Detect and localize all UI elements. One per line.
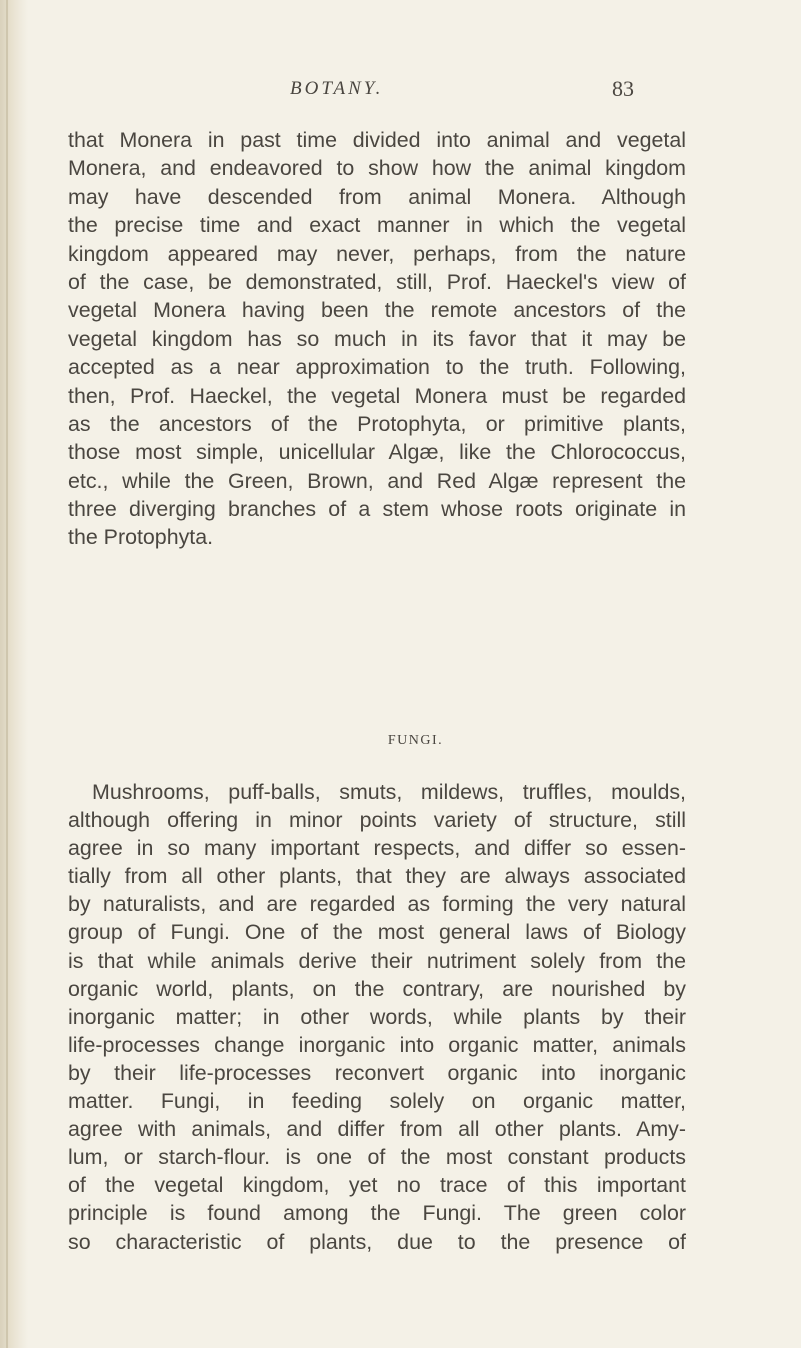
text-line: principle is found among the Fungi. The green color	[68, 1201, 686, 1226]
running-head: BOTANY.	[290, 78, 384, 99]
page-header	[0, 78, 801, 108]
text-line: three diverging branches of a stem whose roots originate in	[68, 497, 686, 522]
text-line: of the case, be demonstrated, still, Prof. Haeckel's view of	[68, 269, 686, 294]
text-line: agree with animals, and differ from all other plants. Amy-	[68, 1117, 686, 1142]
text-line: organic world, plants, on the contrary, are nourished by	[68, 976, 686, 1001]
text-line: the precise time and exact manner in which the vegetal	[68, 213, 686, 238]
binding-edge	[6, 0, 8, 1348]
text-line: by their life-processes reconvert organic into inorganic	[68, 1060, 686, 1085]
text-line: life-processes change inorganic into organic matter, animals	[68, 1032, 686, 1057]
text-line: tially from all other plants, that they are always associated	[68, 864, 686, 889]
text-line: group of Fungi. One of the most general laws of Biology	[68, 920, 686, 945]
text-line: of the vegetal kingdom, yet no trace of this important	[68, 1173, 686, 1198]
text-line: may have descended from animal Monera. Although	[68, 184, 686, 209]
text-line: that Monera in past time divided into animal and vegetal	[68, 128, 686, 152]
text-line: accepted as a near approximation to the truth. Following,	[68, 355, 686, 380]
text-line: then, Prof. Haeckel, the vegetal Monera must be regarded	[68, 383, 686, 408]
text-line: Monera, and endeavored to show how the animal kingdom	[68, 156, 686, 181]
text-line: those most simple, unicellular Algæ, like the Chlorococcus,	[68, 440, 686, 465]
text-line: so characteristic of plants, due to the presence of	[68, 1229, 686, 1254]
text-line: agree in so many important respects, and differ so essen-	[68, 836, 686, 861]
text-line: Mushrooms, puff-balls, smuts, mildews, truffles, moulds,	[92, 780, 686, 804]
section-heading: FUNGI.	[387, 733, 444, 748]
text-line: by naturalists, and are regarded as forming the very natural	[68, 892, 686, 917]
text-line: lum, or starch-flour. is one of the most constant products	[68, 1145, 686, 1170]
text-line: is that while animals derive their nutriment solely from the	[68, 948, 686, 973]
text-line: inorganic matter; in other words, while plants by their	[68, 1004, 686, 1029]
text-line: as the ancestors of the Protophyta, or primitive plants,	[68, 411, 686, 436]
page-number: 83	[612, 76, 634, 101]
paragraph-2	[68, 778, 686, 1256]
text-line: matter. Fungi, in feeding solely on organic matter,	[68, 1089, 686, 1114]
text-line: although offering in minor points variety of structure, still	[68, 808, 686, 833]
text-line: kingdom appeared may never, perhaps, from the nature	[68, 241, 686, 266]
text-line: vegetal kingdom has so much in its favor that it may be	[68, 326, 686, 351]
page-gutter	[0, 0, 28, 1348]
paragraph-1	[68, 126, 686, 552]
text-line: vegetal Monera having been the remote ancestors of the	[68, 298, 686, 323]
text-line: etc., while the Green, Brown, and Red Algæ represent the	[68, 468, 686, 493]
text-line: the Protophyta.	[68, 525, 214, 550]
